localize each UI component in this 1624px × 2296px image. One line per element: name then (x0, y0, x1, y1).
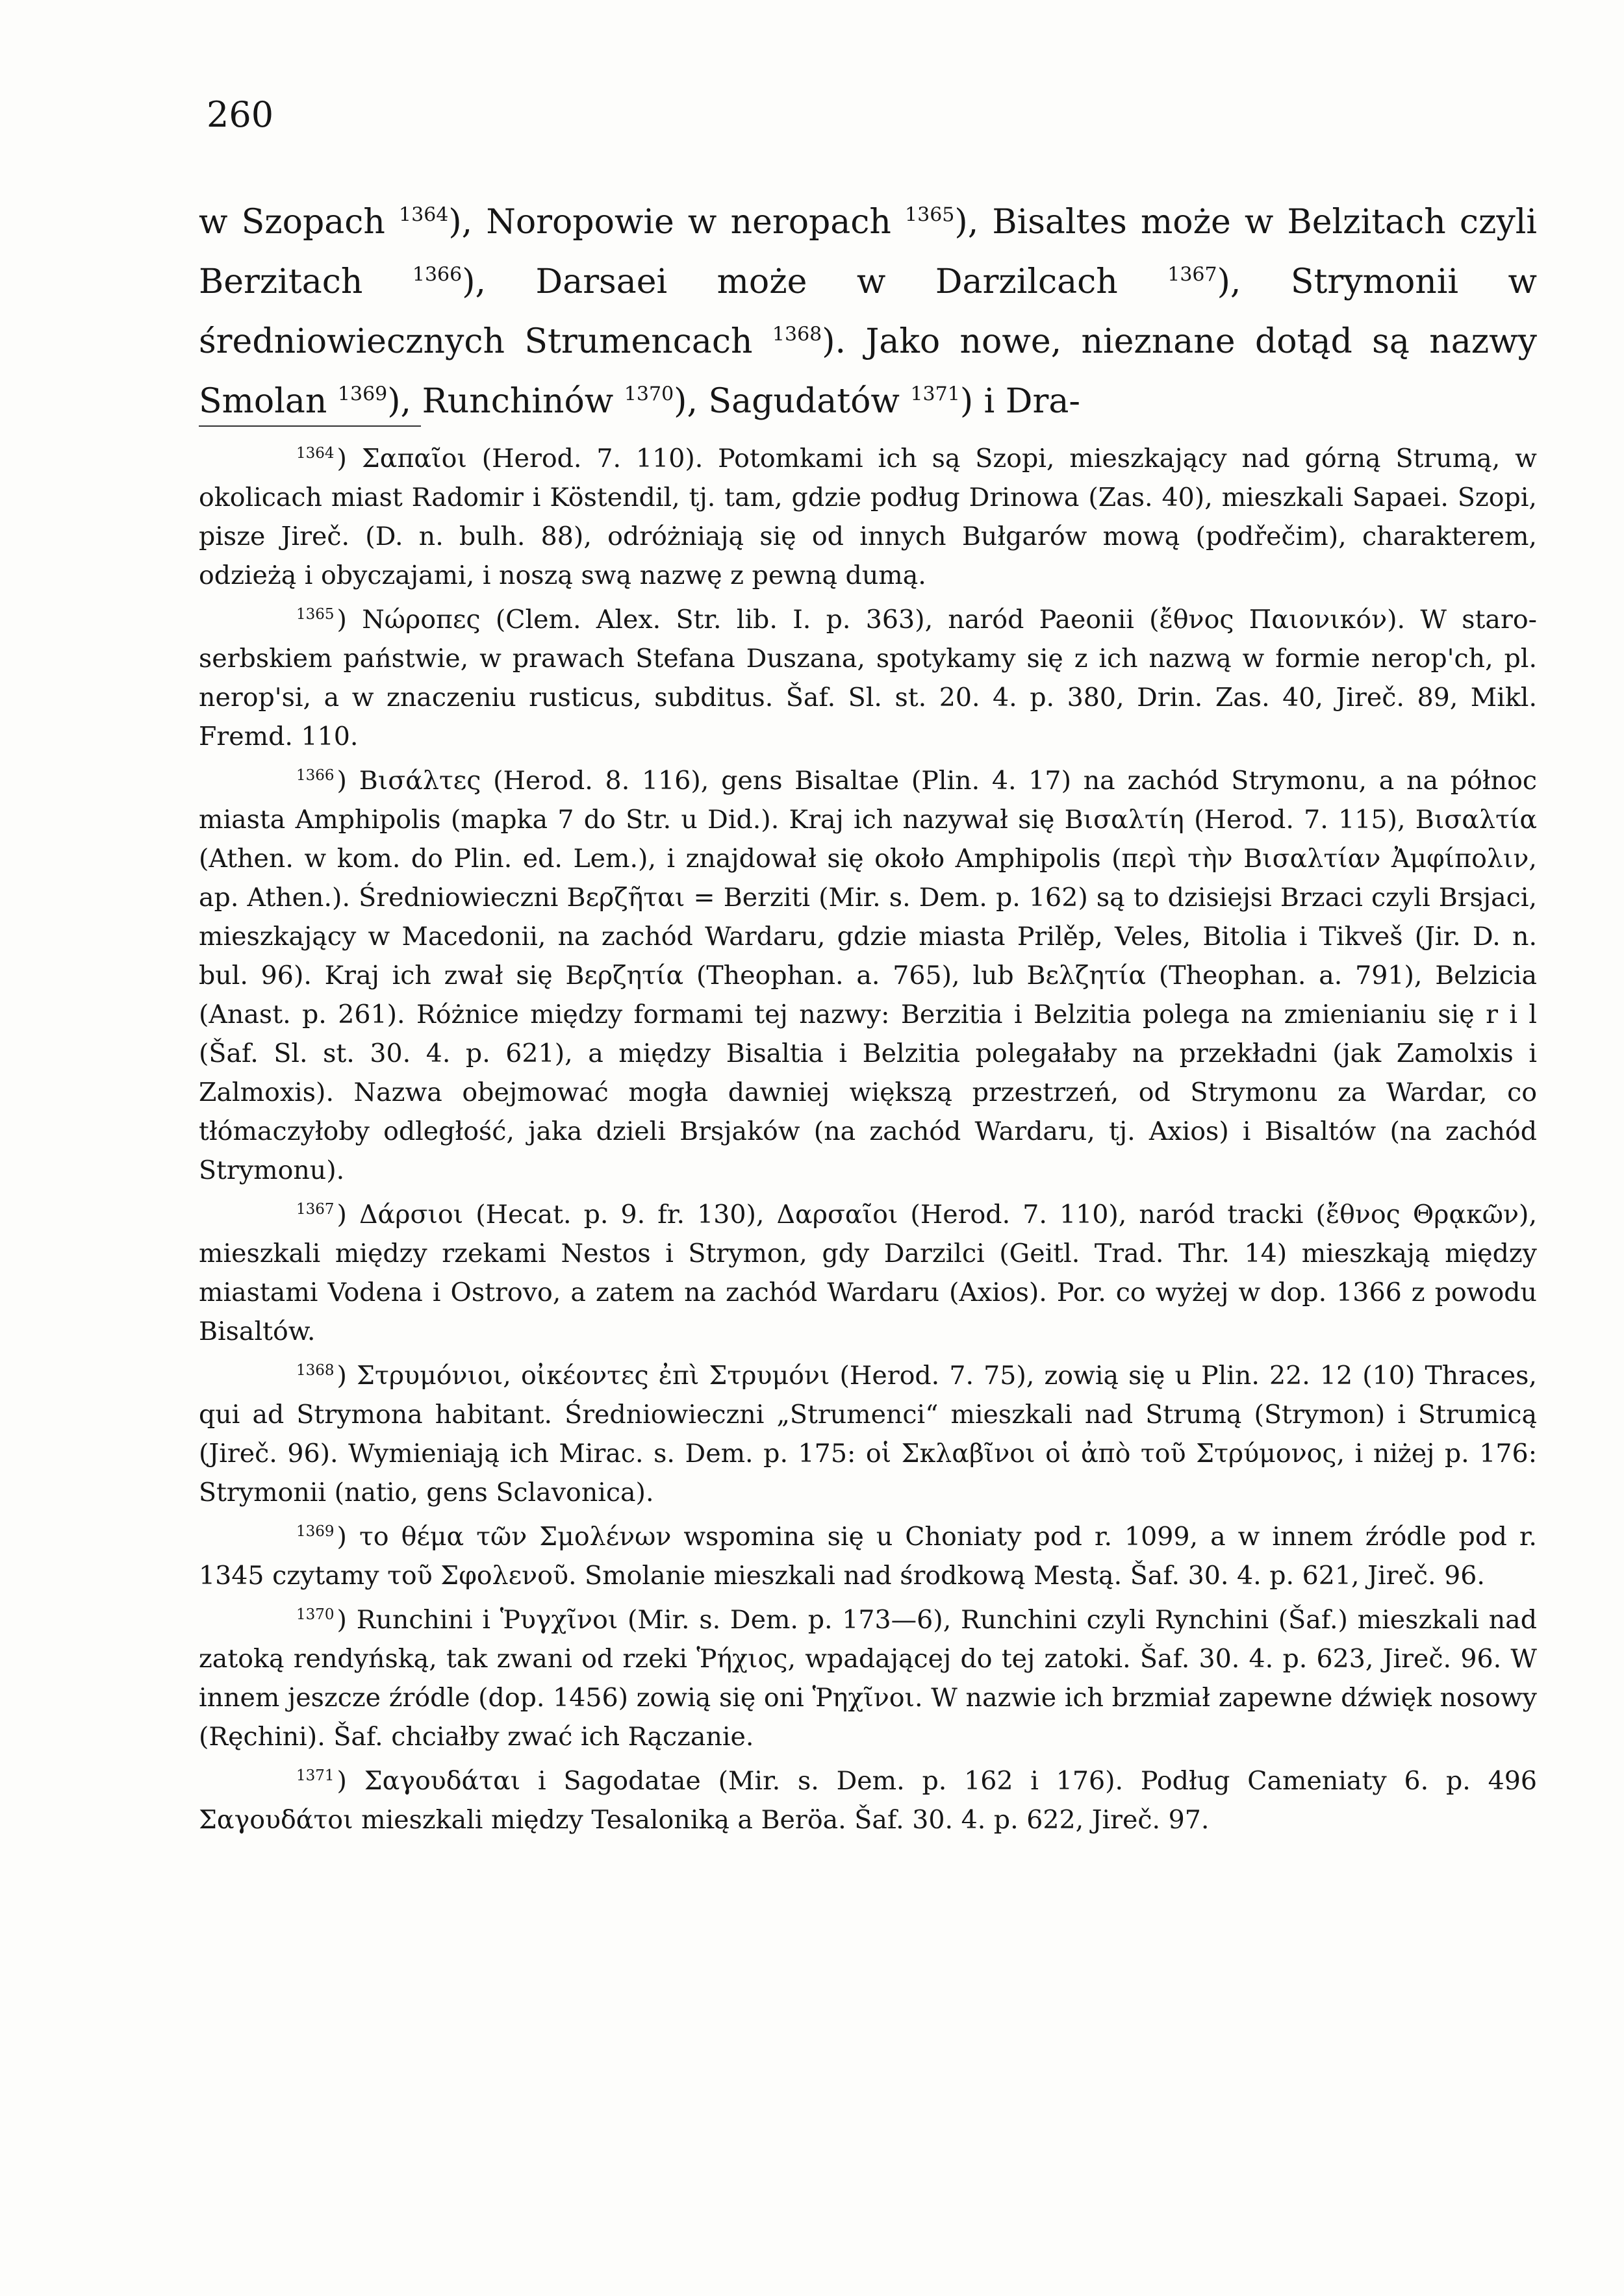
footnote-1365 (199, 595, 1537, 756)
footnote-text: ) Στρυμόνιοι, οἰκέοντες ἐπὶ Στρυμόνι (Herod. 7. 75), zowią się u Plin. 22. 12 (10) Thraces, qui ad Strymona habitant. Średniowieczni „Strumenci“ mieszkali nad Strumą (Strymon) i Strumicą (Jireč. 96). Wymieniają ich Mirac. s. Dem. p. 175: οἱ Σκλαβῖνοι οἱ ἀπὸ τοῦ Στρύμονος, i niżej p. 176: Strymonii (natio, gens Sclavonica). (199, 1361, 1537, 1508)
footnote-text: ) Σαπαῖοι (Herod. 7. 110). Potomkami ich są Szopi, mieszkający nad górną Strumą, w okolicach miast Radomir i Köstendil, tj. tam, gdzie podług Drinowa (Zas. 40), mieszkali Sapaei. Szopi, pisze Jireč. (D. n. bulh. 88), odróżniają się od innych Bułgarów mową (podřečim), charakterem, odzieżą i obyczajami, i noszą swą nazwę z pewną dumą. (199, 444, 1537, 590)
footnote-ref[interactable]: 1370 (624, 383, 674, 406)
footnote-ref[interactable]: 1367 (1167, 263, 1217, 286)
body-text: ). Jako nowe, nieznane dotąd są nazwy Smolan (199, 322, 1537, 421)
body-text: ), Darsaei może w Darzilcach (462, 262, 1168, 301)
footnote-number: 1368 (296, 1362, 335, 1379)
body-text: ), Bisaltes może w Belzitach czyli Berzitach (199, 203, 1538, 301)
body-text: w Szopach (199, 203, 400, 242)
footnote-1364 (199, 434, 1537, 595)
footnote-text: ) το θέμα τῶν Σμολένων wspomina się u Choniaty pod r. 1099, a w innem źródle pod r. 1345 czytamy τοῦ Σφολενοῦ. Smolanie mieszkali nad środkową Mestą. Šaf. 30. 4. p. 621, Jireč. 96. (199, 1522, 1537, 1591)
footnote-text: ) Νώροπες (Clem. Alex. Str. lib. I. p. 363), naród Paeonii (ἔθνος Παιονικόν). W staro-serbskiem państwie, w prawach Stefana Duszana, spotykamy się z ich nazwą w formie nerop'ch, pl. nerop'si, a w znaczeniu rusticus, subditus. Šaf. Sl. st. 20. 4. p. 380, Drin. Zas. 40, Jireč. 89, Mikl. Fremd. 110. (199, 605, 1537, 751)
body-text: ), Sagudatów (674, 382, 911, 421)
footnote-ref[interactable]: 1368 (772, 323, 822, 346)
page-number: 260 (207, 94, 274, 135)
main-text (199, 192, 1537, 431)
footnote-text: ) Δάρσιοι (Hecat. p. 9. fr. 130), Δαρσαῖοι (Herod. 7. 110), naród tracki (ἔθνος Θρᾳκῶν), mieszkali między rzekami Nestos i Strymon, gdy Darzilci (Geitl. Trad. Thr. 14) mieszkają między miastami Vodena i Ostrovo, a zatem na zachód Wardaru (Axios). Por. co wyżej w dop. 1366 z powodu Bisaltów. (199, 1200, 1537, 1346)
footnotes (199, 434, 1537, 1839)
body-text: ) i Dra- (959, 382, 1080, 421)
footnote-1371 (199, 1756, 1537, 1839)
footnote-ref[interactable]: 1364 (399, 203, 449, 227)
footnote-1370 (199, 1595, 1537, 1756)
footnote-number: 1366 (296, 767, 335, 784)
footnote-1369 (199, 1512, 1537, 1595)
footnote-ref[interactable]: 1371 (910, 383, 960, 406)
body-text: ), Noropowie w neropach (448, 203, 906, 242)
footnote-number: 1371 (296, 1767, 335, 1784)
footnote-number: 1364 (296, 445, 335, 462)
footnote-separator (199, 425, 421, 427)
footnote-text: ) Σαγουδάται i Sagodatae (Mir. s. Dem. p. 162 i 176). Podług Cameniaty 6. p. 496 Σαγουδάτοι mieszkali między Tesaloniką a Beröa. Šaf. 30. 4. p. 622, Jireč. 97. (199, 1766, 1537, 1835)
body-text: ), Runchinów (387, 382, 624, 421)
footnote-number: 1367 (296, 1201, 335, 1218)
footnote-1367 (199, 1190, 1537, 1351)
footnote-text: ) Βισάλτες (Herod. 8. 116), gens Bisaltae (Plin. 4. 17) na zachód Strymonu, a na północ miasta Amphipolis (mapka 7 do Str. u Did.). Kraj ich nazywał się Βισαλτίη (Herod. 7. 115), Βισαλτία (Athen. w kom. do Plin. ed. Lem.), i znajdował się około Amphipolis (περὶ τὴν Βισαλτίαν Ἀμφίπολιν, ap. Athen.). Średniowieczni Βερζῆται = Berziti (Mir. s. Dem. p. 162) są to dzisiejsi Brzaci czyli Brsjaci, mieszkający w Macedonii, na zachód Wardaru, gdzie miasta Prilěp, Veles, Bitolia i Tikveš (Jir. D. n. bul. 96). Kraj ich zwał się Βερζητία (Theophan. a. 765), lub Βελζητία (Theophan. a. 791), Belzicia (Anast. p. 261). Różnice między formami tej nazwy: Berzitia i Belzitia polega na zmienianiu się r i l (Šaf. Sl. st. 30. 4. p. 621), a między Bisaltia i Belzitia polegałaby na przekładni (jak Zamolxis i Zalmoxis). Nazwa obejmować mogła dawniej większą przestrzeń, od Strymonu za Wardar, co tłómaczyłoby odległość, jaka dzieli Brsjaków (na zachód Wardaru, tj. Axios) i Bisaltów (na zachód Strymonu). (199, 766, 1537, 1185)
footnote-ref[interactable]: 1369 (337, 383, 388, 406)
footnote-ref[interactable]: 1365 (905, 203, 955, 227)
footnote-1368 (199, 1351, 1537, 1512)
footnote-text: ) Runchini i Ῥυγχῖνοι (Mir. s. Dem. p. 173—6), Runchini czyli Rynchini (Šaf.) mieszkali nad zatoką rendyńską, tak zwani od rzeki Ῥήχιος, wpadającej do tej zatoki. Šaf. 30. 4. p. 623, Jireč. 96. W innem jeszcze źródle (dop. 1456) zowią się oni Ῥηχῖνοι. W nazwie ich brzmiał zapewne dźwięk nosowy (Ręchini). Šaf. chciałby zwać ich Rączanie. (199, 1605, 1537, 1752)
footnote-number: 1369 (296, 1523, 335, 1540)
footnote-number: 1365 (296, 606, 335, 623)
body-text: ), Strymonii w średniowiecznych Strumencach (199, 262, 1537, 361)
footnote-1366 (199, 756, 1537, 1190)
footnote-ref[interactable]: 1366 (412, 263, 463, 286)
footnote-number: 1370 (296, 1606, 335, 1623)
